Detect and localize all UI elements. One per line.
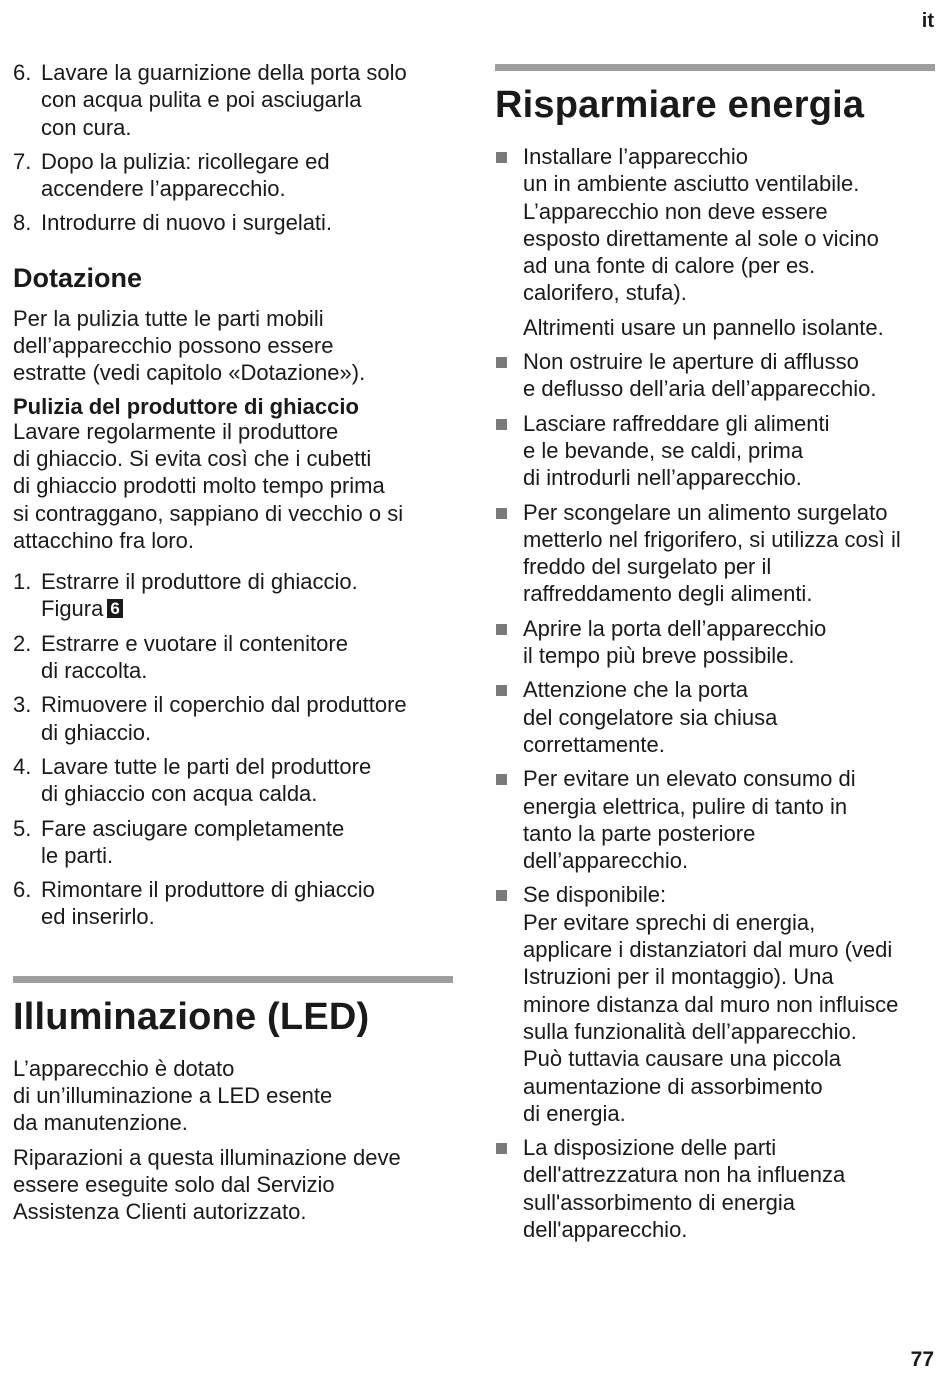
tip-text: Può tuttavia causare una piccola: [523, 1046, 841, 1072]
tip-text: dell'apparecchio.: [523, 1216, 688, 1242]
step-number: 1.: [13, 569, 32, 595]
step-text: Estrarre e vuotare il contenitore: [41, 630, 348, 656]
list-item: [13, 876, 453, 931]
list-item: [495, 676, 935, 758]
step-text: di ghiaccio con acqua calda.: [41, 781, 318, 807]
tip-text: Per scongelare un alimento surgelato: [523, 499, 888, 525]
figure-reference-badge: 6: [107, 599, 122, 618]
step-text: Dopo la pulizia: ricollegare ed: [41, 148, 330, 174]
tip-text: di introdurli nell’apparecchio.: [523, 465, 802, 491]
paragraph-line: Per la pulizia tutte le parti mobili: [13, 305, 324, 331]
paragraph-line: L’apparecchio è dotato: [13, 1055, 235, 1081]
list-item: [495, 499, 935, 608]
tip-text: un in ambiente asciutto ventilabile.: [523, 171, 860, 197]
list-item: [13, 209, 453, 236]
right-column: [495, 64, 935, 1250]
step-text: Lavare la guarnizione della porta solo: [41, 60, 407, 85]
step-number: 7.: [13, 148, 32, 174]
tip-text: aumentazione di assorbimento: [523, 1073, 823, 1099]
tip-text: dell'attrezzatura non ha influenza: [523, 1162, 846, 1188]
dotazione-paragraph: [13, 305, 453, 387]
step-number: 6.: [13, 877, 32, 903]
energy-saving-heading: Risparmiare energia: [495, 84, 865, 126]
tip-text: e le bevande, se caldi, prima: [523, 437, 804, 463]
step-text: Rimontare il produttore di ghiaccio: [41, 877, 375, 903]
tip-text: energia elettrica, pulire di tanto in: [523, 793, 848, 819]
section-divider: [13, 976, 453, 983]
left-column: [13, 59, 453, 1233]
step-text: accendere l’apparecchio.: [41, 176, 286, 202]
led-paragraph-2: [13, 1144, 453, 1226]
paragraph-line: di ghiaccio prodotti molto tempo prima: [13, 473, 385, 499]
ice-maker-steps-list: [13, 568, 453, 931]
step-number: 5.: [13, 815, 32, 841]
tip-text: esposto direttamente al sole o vicino: [523, 225, 879, 251]
tip-text: metterlo nel frigorifero, si utilizza così il: [523, 526, 901, 552]
dotazione-heading: Dotazione: [13, 262, 143, 293]
paragraph-line: Lavare regolarmente il produttore: [13, 418, 339, 444]
page-number: 77: [910, 1347, 934, 1371]
cleaning-steps-list: [13, 59, 453, 237]
list-item: [495, 615, 935, 670]
square-bullet-icon: [496, 774, 507, 785]
step-text: Fare asciugare completamente: [41, 815, 345, 841]
tip-text: il tempo più breve possibile.: [523, 643, 795, 669]
tip-note: Altrimenti usare un pannello isolante.: [523, 314, 884, 340]
ice-maker-paragraph: [13, 418, 453, 554]
language-tag: it: [921, 10, 934, 32]
list-item: [13, 815, 453, 870]
step-number: 2.: [13, 630, 32, 656]
tip-text: Aprire la porta dell’apparecchio: [523, 615, 827, 641]
paragraph-line: si contraggano, sappiano di vecchio o si: [13, 500, 404, 526]
step-text: di raccolta.: [41, 658, 148, 684]
step-text: Figura: [41, 596, 104, 622]
tip-text: L’apparecchio non deve essere: [523, 198, 828, 224]
list-item: [495, 410, 935, 492]
tip-text: dell’apparecchio.: [523, 848, 689, 874]
square-bullet-icon: [496, 508, 507, 519]
paragraph-line: da manutenzione.: [13, 1110, 188, 1136]
paragraph-line: attacchino fra loro.: [13, 527, 194, 553]
square-bullet-icon: [496, 1143, 507, 1154]
list-item: [495, 765, 935, 874]
step-text: con acqua pulita e poi asciugarla: [41, 87, 362, 113]
led-heading: Illuminazione (LED): [13, 995, 370, 1038]
tip-text: sull'assorbimento di energia: [523, 1189, 796, 1215]
step-number: 3.: [13, 692, 32, 718]
square-bullet-icon: [496, 357, 507, 368]
tip-text: di energia.: [523, 1100, 626, 1126]
tip-text: Per evitare un elevato consumo di: [523, 766, 856, 792]
tip-text: minore distanza dal muro non influisce: [523, 991, 899, 1017]
paragraph-line: Assistenza Clienti autorizzato.: [13, 1199, 307, 1225]
paragraph-line: essere eseguite solo dal Servizio: [13, 1171, 335, 1197]
tip-text: Se disponibile:: [523, 882, 667, 908]
tip-text: e deflusso dell’aria dell’apparecchio.: [523, 376, 877, 402]
step-text: di ghiaccio.: [41, 719, 152, 745]
ice-maker-subheading: Pulizia del produttore di ghiaccio: [13, 393, 359, 419]
tip-text: raffreddamento degli alimenti.: [523, 581, 813, 607]
tip-text: freddo del surgelato per il: [523, 554, 772, 580]
led-paragraph-1: [13, 1055, 453, 1137]
list-item: [13, 630, 453, 685]
step-number: 6.: [13, 60, 32, 85]
tip-text: La disposizione delle parti: [523, 1135, 777, 1161]
list-item: [495, 881, 935, 1127]
tip-text: del congelatore sia chiusa: [523, 704, 778, 730]
step-text: le parti.: [41, 842, 114, 868]
paragraph-line: estratte (vedi capitolo «Dotazione»).: [13, 360, 366, 386]
list-item: [13, 753, 453, 808]
step-text: con cura.: [41, 114, 132, 140]
list-item: [13, 148, 453, 203]
list-item: [495, 143, 935, 341]
tip-text: tanto la parte posteriore: [523, 820, 756, 846]
tip-text: Per evitare sprechi di energia,: [523, 909, 816, 935]
tip-text: Istruzioni per il montaggio). Una: [523, 964, 834, 990]
paragraph-line: Riparazioni a questa illuminazione deve: [13, 1144, 401, 1170]
paragraph-line: dell’apparecchio possono essere: [13, 333, 334, 359]
tip-text: calorifero, stufa).: [523, 280, 687, 306]
step-text-figure-line: [41, 595, 453, 622]
paragraph-line: di un’illuminazione a LED esente: [13, 1083, 333, 1109]
list-item: [13, 59, 453, 141]
tip-text: Lasciare raffreddare gli alimenti: [523, 410, 830, 436]
list-item: [13, 568, 453, 623]
tip-text: Installare l’apparecchio: [523, 144, 749, 169]
list-item: [495, 348, 935, 403]
step-number: 8.: [13, 210, 32, 236]
tip-text: correttamente.: [523, 731, 665, 757]
tip-text: sulla funzionalità dell’apparecchio.: [523, 1018, 857, 1044]
step-text: Lavare tutte le parti del produttore: [41, 753, 372, 779]
tip-text: Attenzione che la porta: [523, 677, 749, 703]
tip-text: ad una fonte di calore (per es.: [523, 253, 816, 279]
step-text: Introdurre di nuovo i surgelati.: [41, 210, 333, 236]
tip-text: applicare i distanziatori dal muro (vedi: [523, 937, 893, 963]
section-divider: [495, 64, 935, 71]
square-bullet-icon: [496, 890, 507, 901]
square-bullet-icon: [496, 624, 507, 635]
list-item: [495, 1134, 935, 1243]
step-number: 4.: [13, 753, 32, 779]
step-text: ed inserirlo.: [41, 904, 155, 930]
step-text: Rimuovere il coperchio dal produttore: [41, 692, 407, 718]
energy-tips-list: [495, 143, 935, 1243]
square-bullet-icon: [496, 685, 507, 696]
step-text: Estrarre il produttore di ghiaccio.: [41, 569, 358, 595]
list-item: [13, 691, 453, 746]
tip-text: Non ostruire le aperture di afflusso: [523, 349, 859, 375]
square-bullet-icon: [496, 419, 507, 430]
square-bullet-icon: [496, 152, 507, 163]
paragraph-line: di ghiaccio. Si evita così che i cubetti: [13, 445, 372, 471]
